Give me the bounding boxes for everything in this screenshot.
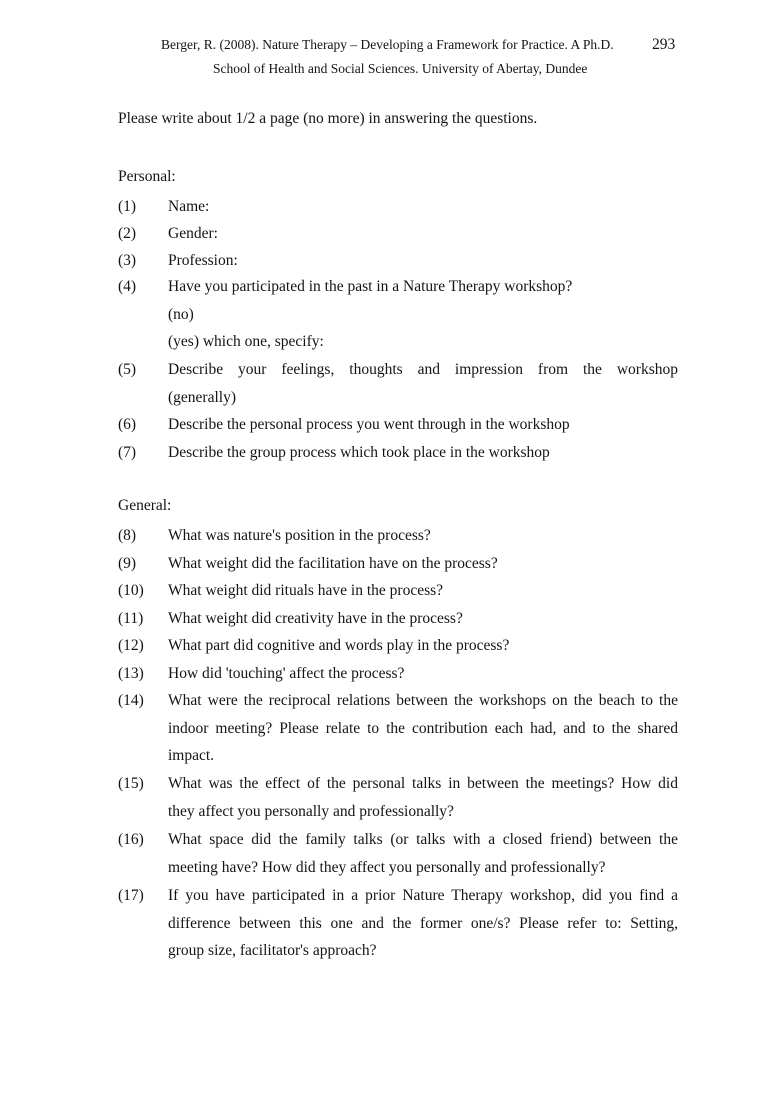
header-citation-line2: School of Health and Social Sciences. University of Abertay, Dundee [213, 61, 588, 76]
question-text [168, 356, 678, 411]
question-number: (5) [118, 361, 137, 378]
header-citation-line1: Berger, R. (2008). Nature Therapy – Developing a Framework for Practice. A Ph.D. [161, 37, 614, 52]
question-text [168, 193, 678, 221]
page-number: 293 [652, 36, 676, 53]
question-number: (12) [118, 637, 144, 654]
question-number: (6) [118, 416, 137, 433]
question-line: (no) [168, 305, 194, 323]
question-text [168, 522, 678, 550]
question-text [168, 273, 678, 356]
question-number: (17) [118, 887, 144, 904]
question-line: What were the reciprocal relations between the workshops on the beach to the [168, 692, 678, 709]
question-text [168, 660, 678, 688]
question-line: meeting have? How did they affect you personally and professionally? [168, 858, 606, 876]
question-line: What weight did the facilitation have on the process? [168, 555, 498, 572]
question-line: What weight did creativity have in the process? [168, 610, 463, 627]
question-line: Profession: [168, 252, 238, 269]
question-number: (3) [118, 252, 137, 269]
question-number: (16) [118, 831, 144, 848]
question-number: (14) [118, 692, 144, 709]
question-line: Describe the group process which took place in the workshop [168, 444, 550, 461]
instruction-text: Please write about 1/2 a page (no more) in answering the questions. [118, 110, 538, 127]
question-line: Describe the personal process you went through in the workshop [168, 416, 570, 433]
question-text [168, 411, 678, 439]
question-number: (11) [118, 610, 144, 627]
question-text [168, 577, 678, 605]
personal-heading: Personal: [118, 168, 176, 185]
question-number: (1) [118, 198, 137, 215]
question-line: group size, facilitator's approach? [168, 942, 377, 959]
question-line: Have you participated in the past in a Nature Therapy workshop? [168, 278, 573, 295]
question-number: (9) [118, 555, 137, 572]
question-number: (15) [118, 775, 144, 792]
question-line: (generally) [168, 388, 236, 406]
question-text [168, 220, 678, 248]
question-line: indoor meeting? Please relate to the contribution each had, and to the shared [168, 719, 678, 737]
question-text [168, 826, 678, 881]
question-number: (7) [118, 444, 137, 461]
question-text [168, 439, 678, 467]
question-text [168, 605, 678, 633]
question-line: they affect you personally and professionally? [168, 802, 454, 820]
general-heading: General: [118, 497, 172, 514]
question-text [168, 247, 678, 275]
question-number: (8) [118, 527, 137, 544]
question-text [168, 882, 678, 965]
question-text [168, 550, 678, 578]
question-line: (yes) which one, specify: [168, 333, 324, 350]
question-text [168, 687, 678, 770]
question-number: (13) [118, 665, 144, 682]
question-line: Describe your feelings, thoughts and impression from the workshop [168, 361, 678, 378]
question-line: How did 'touching' affect the process? [168, 665, 405, 682]
question-line: What space did the family talks (or talks with a closed friend) between the [168, 831, 678, 848]
question-line: Gender: [168, 225, 218, 242]
question-line: impact. [168, 747, 215, 764]
question-line: What part did cognitive and words play in the process? [168, 637, 510, 654]
question-number: (10) [118, 582, 144, 599]
question-number: (2) [118, 225, 137, 242]
question-line: If you have participated in a prior Nature Therapy workshop, did you find a [168, 887, 678, 904]
question-text [168, 770, 678, 825]
question-line: What was nature's position in the process? [168, 527, 431, 544]
question-line: What was the effect of the personal talks in between the meetings? How did [168, 775, 678, 792]
question-number: (4) [118, 278, 137, 295]
question-line: difference between this one and the former one/s? Please refer to: Setting, [168, 914, 678, 932]
question-line: What weight did rituals have in the process? [168, 582, 444, 599]
question-line: Name: [168, 198, 210, 215]
question-text [168, 632, 678, 660]
